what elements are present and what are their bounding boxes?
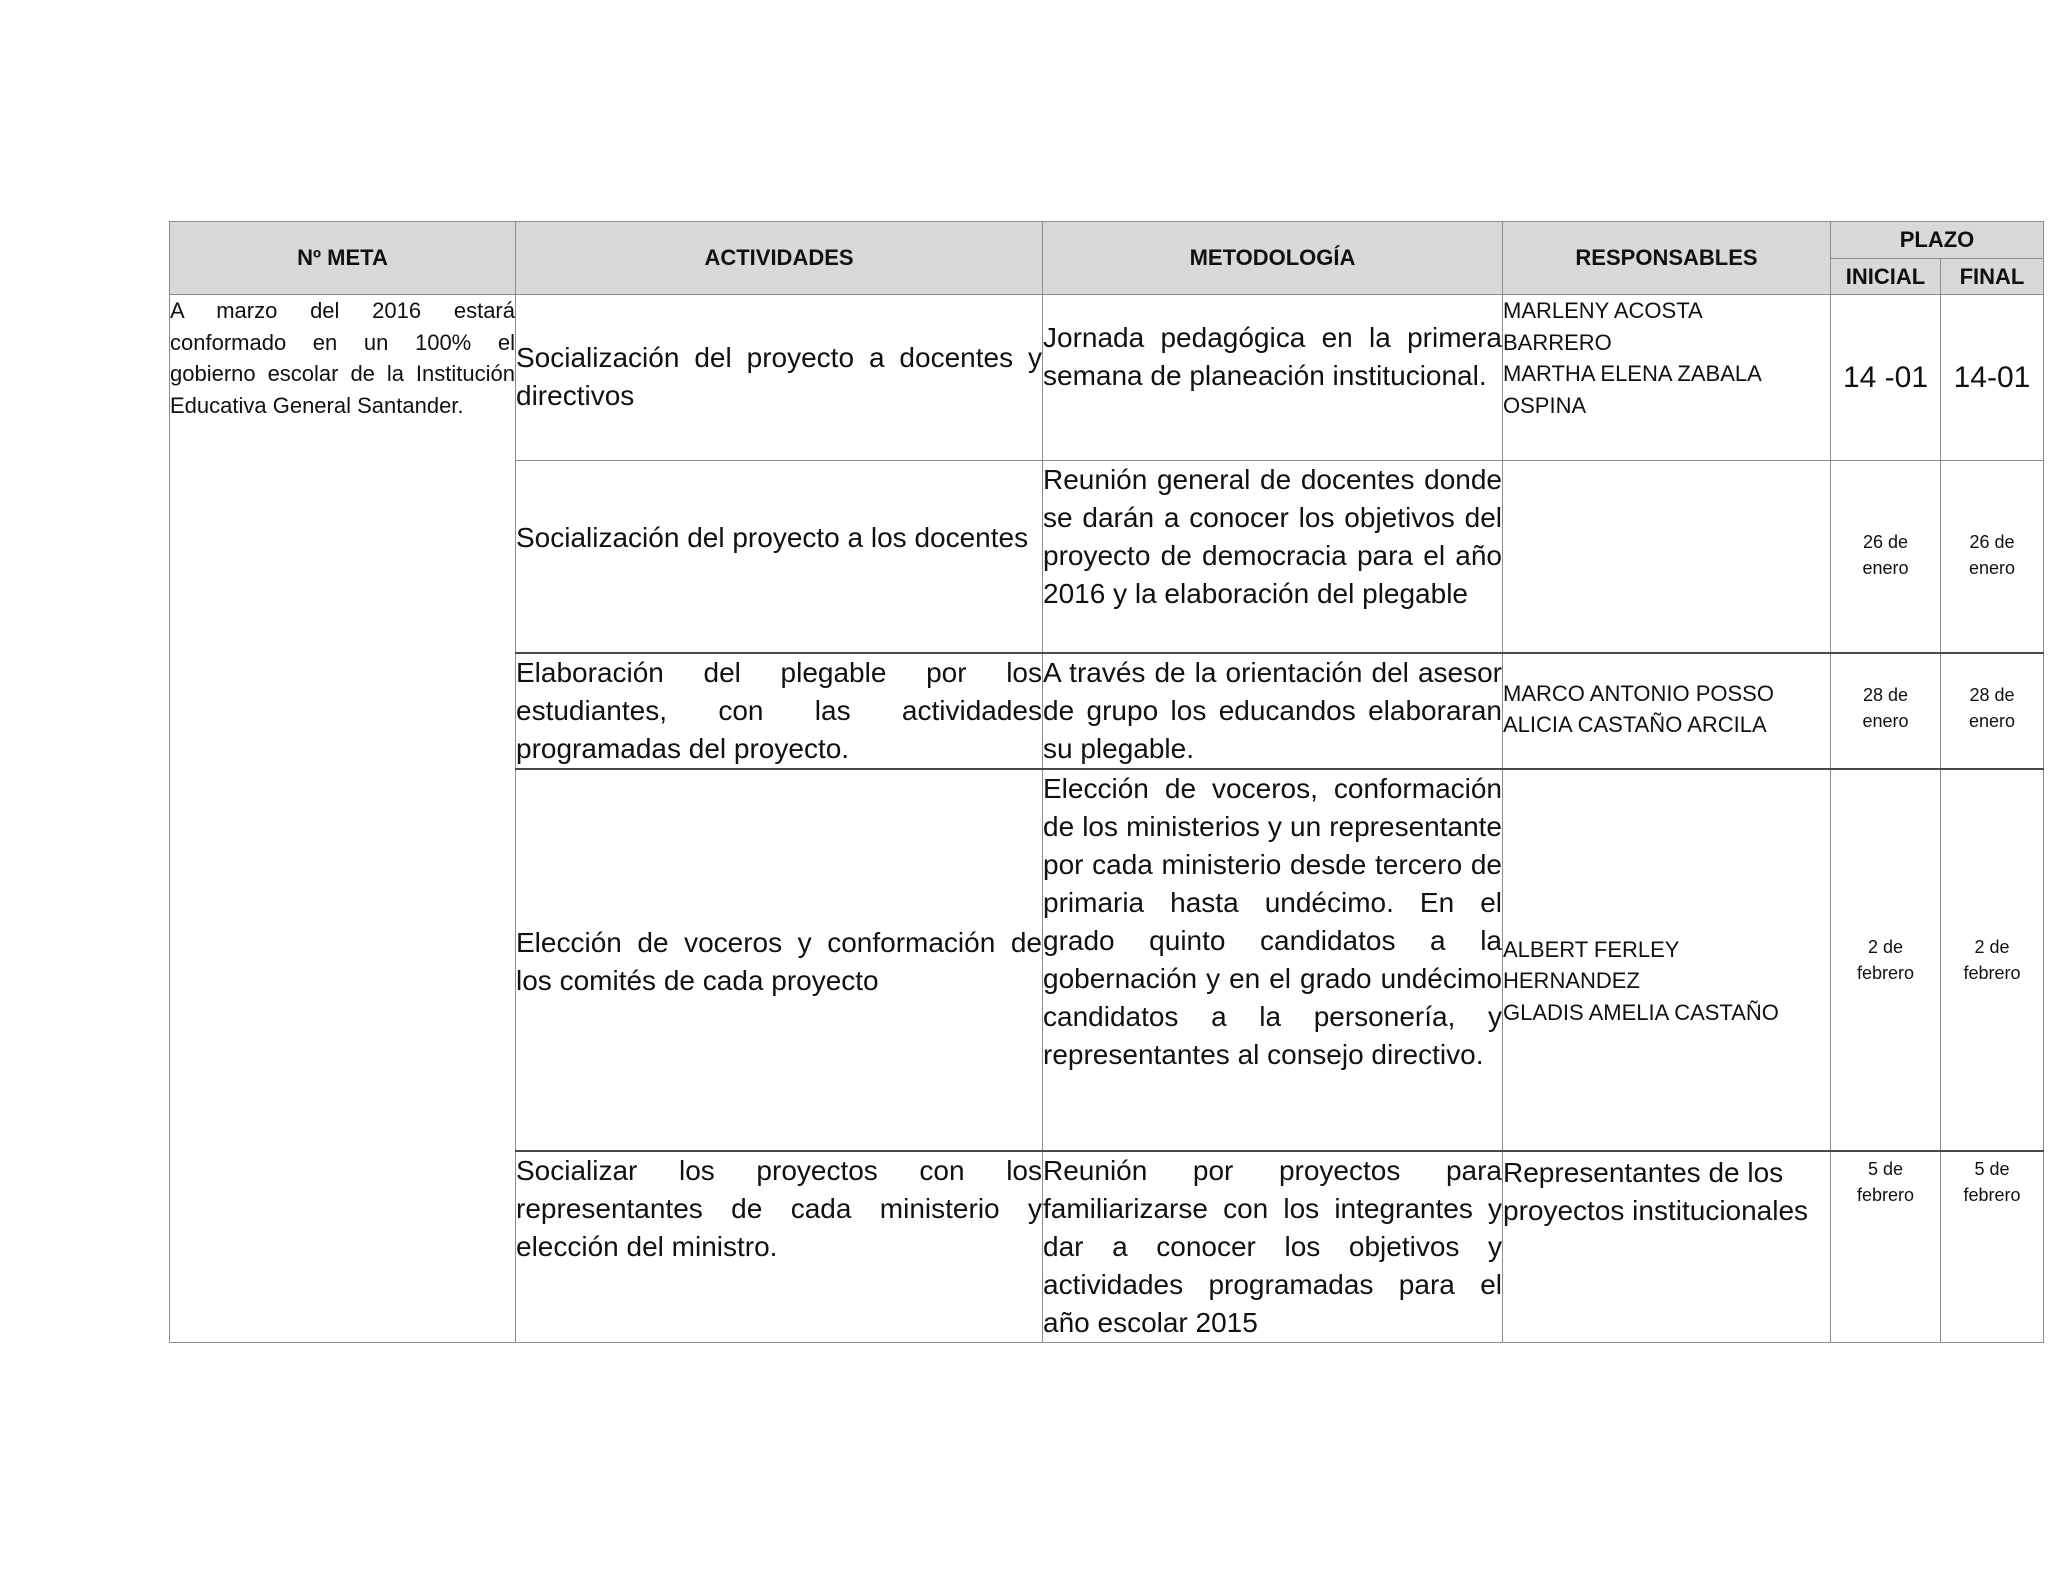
metodologia-cell: A través de la orientación del asesor de grupo los educandos elaboraran su plegable.: [1043, 653, 1503, 769]
header-final: FINAL: [1941, 259, 2044, 295]
header-inicial: INICIAL: [1831, 259, 1941, 295]
responsable-line: GLADIS AMELIA CASTAÑO: [1503, 999, 1779, 1025]
final-cell: 14-01: [1941, 295, 2044, 461]
responsables-cell: Representantes de los proyectos institucionales: [1503, 1151, 1831, 1343]
actividad-cell: Socialización del proyecto a docentes y directivos: [516, 295, 1043, 461]
final-cell: 26 de enero: [1941, 461, 2044, 653]
table-row: [170, 295, 2044, 461]
responsable-line: BARRERO: [1503, 329, 1612, 355]
responsable-line: ALICIA CASTAÑO ARCILA: [1503, 712, 1767, 737]
metodologia-cell: Reunión general de docentes donde se darán a conocer los objetivos del proyecto de democracia para el año 2016 y la elaboración del plegable: [1043, 461, 1503, 653]
header-meta: Nº META: [170, 222, 516, 295]
responsables-cell: [1503, 461, 1831, 653]
responsable-line: MARTHA ELENA ZABALA: [1503, 361, 1762, 386]
responsable-line: OSPINA: [1503, 392, 1587, 418]
header-responsables: RESPONSABLES: [1503, 222, 1831, 295]
metodologia-cell: Elección de voceros, conformación de los ministerios y un representante por cada ministerio desde tercero de primaria hasta undécimo. En el grado quinto candidatos a la gobernación y en el grado undécimo candidatos a la personería, y representantes al consejo directivo.: [1043, 769, 1503, 1151]
header-metodologia: METODOLOGÍA: [1043, 222, 1503, 295]
inicial-cell: 2 de febrero: [1831, 769, 1941, 1151]
responsables-cell: [1503, 769, 1831, 1151]
responsable-line: MARLENY ACOSTA: [1503, 298, 1703, 323]
metodologia-cell: Reunión por proyectos para familiarizarse con los integrantes y dar a conocer los objetivos y actividades programadas para el año escolar 2015: [1043, 1151, 1503, 1343]
metodologia-cell: Jornada pedagógica en la primera semana de planeación institucional.: [1043, 295, 1503, 461]
plan-table: [169, 221, 2044, 1343]
actividad-cell: Elaboración del plegable por los estudiantes, con las actividades programadas del proyecto.: [516, 653, 1043, 769]
inicial-cell: 14 -01: [1831, 295, 1941, 461]
final-cell: 28 de enero: [1941, 653, 2044, 769]
inicial-cell: 26 de enero: [1831, 461, 1941, 653]
actividad-cell: Elección de voceros y conformación de los comités de cada proyecto: [516, 769, 1043, 1151]
final-cell: 5 de febrero: [1941, 1151, 2044, 1343]
header-plazo: PLAZO: [1831, 222, 2044, 259]
inicial-cell: 28 de enero: [1831, 653, 1941, 769]
inicial-cell: 5 de febrero: [1831, 1151, 1941, 1343]
final-cell: 2 de febrero: [1941, 769, 2044, 1151]
responsables-cell: [1503, 295, 1831, 461]
responsable-line: MARCO ANTONIO POSSO: [1503, 680, 1774, 706]
responsable-line: HERNANDEZ: [1503, 968, 1640, 993]
actividad-cell: Socializar los proyectos con los representantes de cada ministerio y elección del ministro.: [516, 1151, 1043, 1343]
header-actividades: ACTIVIDADES: [516, 222, 1043, 295]
meta-cell: A marzo del 2016 estará conformado en un 100% el gobierno escolar de la Institución Educativa General Santander.: [170, 295, 516, 1343]
responsable-line: ALBERT FERLEY: [1503, 936, 1680, 962]
responsables-cell: [1503, 653, 1831, 769]
actividad-cell: Socialización del proyecto a los docentes: [516, 461, 1043, 653]
